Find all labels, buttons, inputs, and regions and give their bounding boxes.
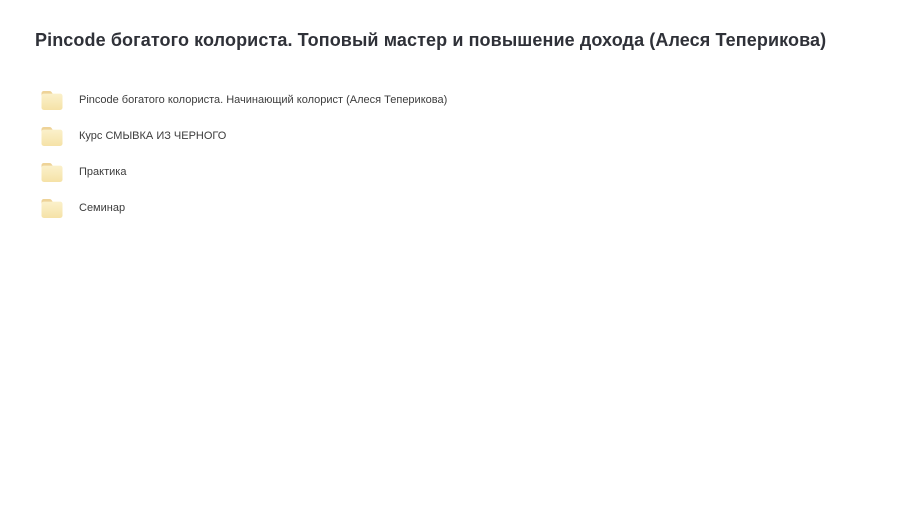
folder-row[interactable] — [40, 160, 126, 184]
folder-list — [0, 88, 900, 220]
folder-label: Курс СМЫВКА ИЗ ЧЕРНОГО — [79, 130, 227, 142]
folder-icon — [40, 197, 64, 219]
folder-label: Семинар — [79, 202, 126, 214]
folder-icon — [40, 161, 64, 183]
folder-label: Практика — [79, 166, 127, 178]
page-title: Pincode богатого колориста. Топовый мастер и повышение дохода (Алеся Теперикова) — [35, 30, 827, 50]
folder-row[interactable] — [40, 124, 226, 148]
folder-row[interactable] — [40, 88, 447, 112]
folder-row[interactable] — [40, 196, 125, 220]
folder-label: Pincode богатого колориста. Начинающий колорист (Алеся Теперикова) — [79, 94, 448, 106]
folder-icon — [40, 125, 64, 147]
folder-icon — [40, 89, 64, 111]
